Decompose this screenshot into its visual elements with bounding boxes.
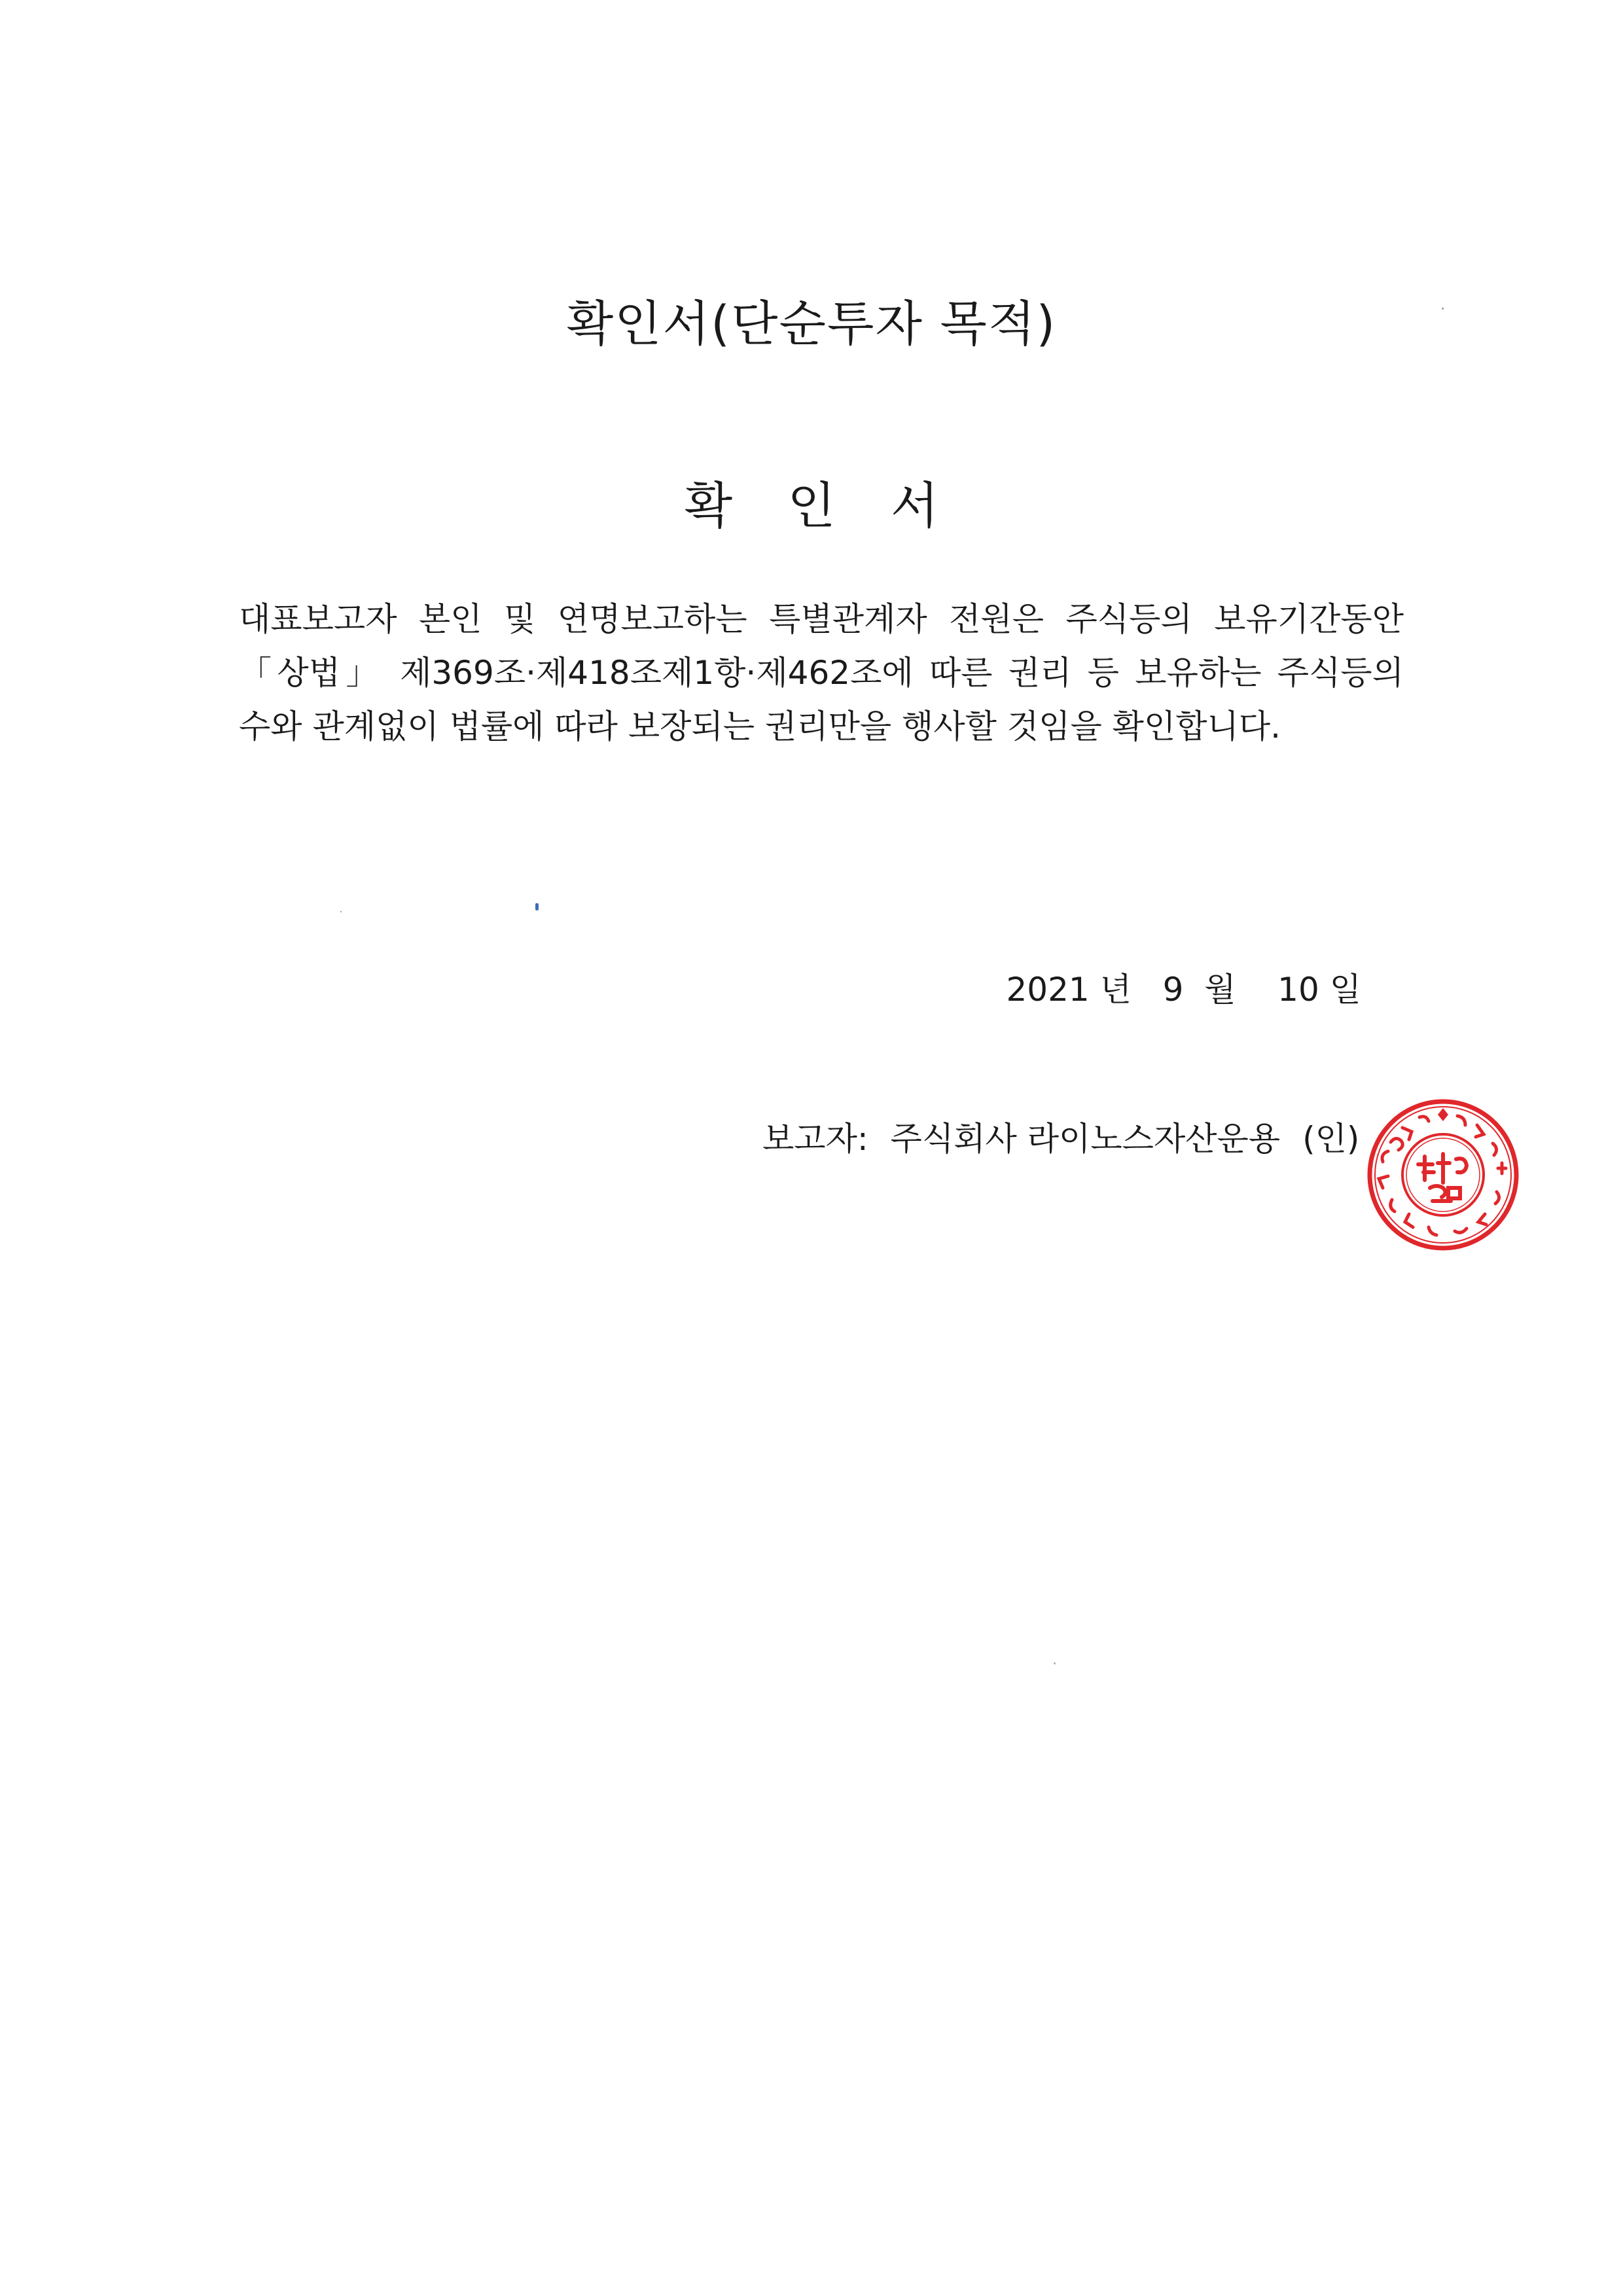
reporter-name: 주식회사 라이노스자산운용 [890, 1120, 1281, 1158]
scan-speck [1442, 308, 1444, 310]
date-month-unit: 월 [1204, 971, 1236, 1009]
confirmation-body: 대표보고자 본인 및 연명보고하는 특별관계자 전원은 주식등의 보유기간동안 「상법」 제369조·제418조제1항·제462조에 따른 권리 등 보유하는 주식등의 수와 관계없이 법률에 따라 보장되는 권리만을 행사할 것임을 확인합니다. [239, 600, 1404, 745]
reporter-line [762, 1113, 1371, 1165]
date-year-unit: 년 [1099, 971, 1132, 1009]
scan-speck [1054, 1662, 1056, 1664]
date-month: 9 [1162, 971, 1184, 1009]
scan-speck [535, 903, 539, 910]
scan-speck [340, 911, 342, 912]
document-title: 확인서(단순투자 목적) [566, 296, 1057, 352]
date-line [1007, 963, 1362, 1016]
reporter-label: 보고자: [762, 1120, 868, 1158]
date-day: 10 [1277, 971, 1319, 1009]
date-year: 2021 [1006, 971, 1090, 1009]
confirmation-heading: 확 인 서 [684, 476, 939, 535]
seal-mark: (인) [1302, 1120, 1360, 1158]
date-day-unit: 일 [1329, 971, 1361, 1009]
company-seal-icon [1364, 1096, 1522, 1253]
